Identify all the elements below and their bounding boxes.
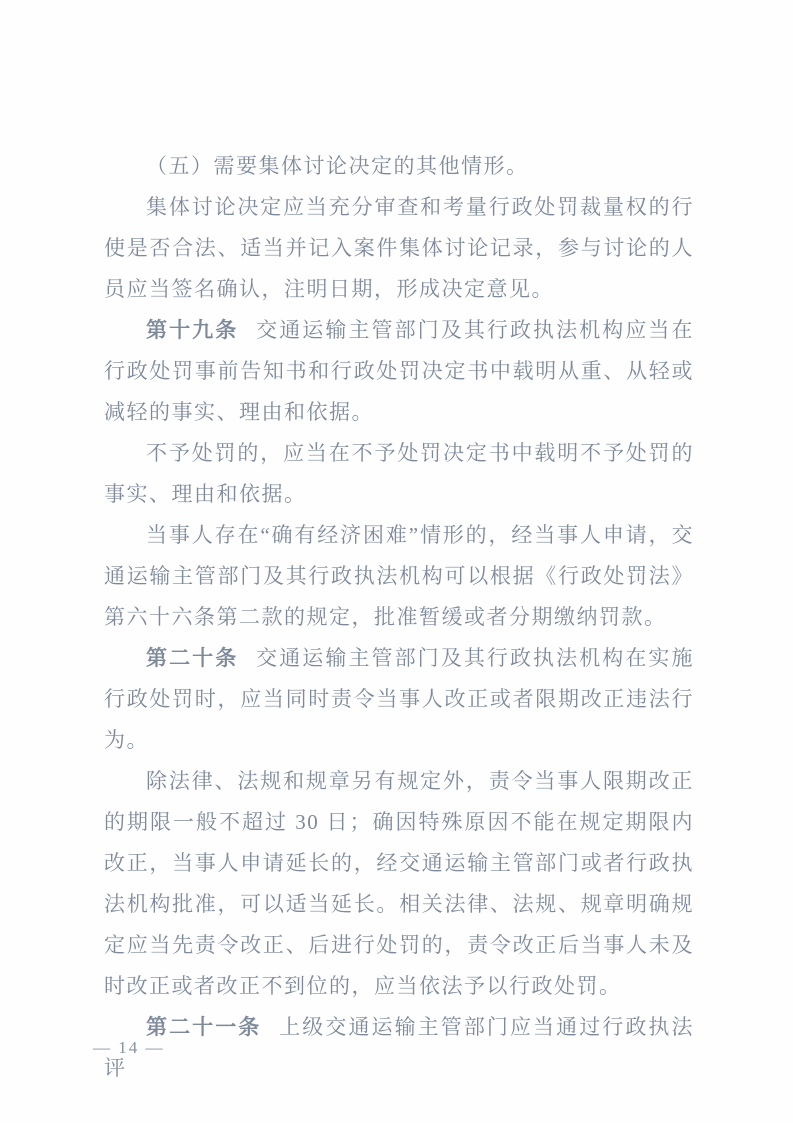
paragraph-text: 不予处罚的，应当在不予处罚决定书中载明不予处罚的事实、理由和依据。 [104,441,694,506]
paragraph-text: 除法律、法规和规章另有规定外，责令当事人限期改正的期限一般不超过 30 日；确因特殊原因不能在规定期限内改正，当事人申请延长的，经交通运输主管部门或者行政执法机构批准，可以适当延长。相关法律、法规、规章明确规定应当先责令改正、后进行处罚的，责令改正后当事人未及时改正或者改正不到位的，应当依法予以行政处罚。 [104,769,694,998]
article-number: 第十九条 [146,318,239,342]
paragraph [104,433,694,515]
paragraph-text: 集体讨论决定应当充分审查和考量行政处罚裁量权的行使是否合法、适当并记入案件集体讨论记录，参与讨论的人员应当签名确认，注明日期，形成决定意见。 [104,195,694,301]
article-number: 第二十一条 [146,1015,262,1039]
paragraph-text: （五）需要集体讨论决定的其他情形。 [146,154,529,178]
paragraph-text: 交通运输主管部门及其行政执法机构在实施行政处罚时，应当同时责令当事人改正或者限期改正违法行为。 [104,646,695,752]
paragraph [104,146,694,187]
article-number: 第二十条 [146,646,239,670]
page-number: — 14 — [93,1038,165,1057]
paragraph [104,515,694,638]
paragraph [104,761,694,1007]
document-body [104,146,694,1089]
paragraph-text: 交通运输主管部门及其行政执法机构应当在行政处罚事前告知书和行政处罚决定书中载明从重、从轻或减轻的事实、理由和依据。 [104,318,695,424]
paragraph-text: 当事人存在“确有经济困难”情形的，经当事人申请，交通运输主管部门及其行政执法机构可以根据《行政处罚法》第六十六条第二款的规定，批准暂缓或者分期缴纳罚款。 [104,523,694,629]
paragraph-article-19 [104,310,694,433]
paragraph-text: 上级交通运输主管部门应当通过行政执法评 [104,1015,695,1080]
paragraph [104,187,694,310]
paragraph-article-20 [104,638,694,761]
paragraph-article-21 [104,1007,694,1089]
